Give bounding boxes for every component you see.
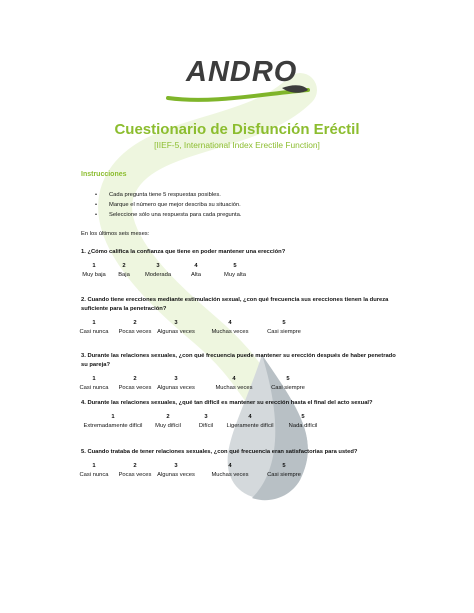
q1-option-1-number[interactable]: 1 (92, 263, 96, 269)
q3-option-2-number[interactable]: 2 (133, 376, 137, 382)
q5-option-1-number[interactable]: 1 (92, 463, 96, 469)
q1-option-5-label: Muy alta (224, 272, 246, 278)
instructions-heading: Instrucciones (81, 171, 127, 178)
q3-option-3-number[interactable]: 3 (174, 376, 178, 382)
q4-option-4-number[interactable]: 4 (248, 414, 252, 420)
instructions-list (95, 190, 241, 220)
q2-option-3-number[interactable]: 3 (174, 320, 178, 326)
q4-option-1-number[interactable]: 1 (111, 414, 115, 420)
q1-option-4-label: Alta (191, 272, 201, 278)
q4-option-2-number[interactable]: 2 (166, 414, 170, 420)
q5-option-5-number[interactable]: 5 (282, 463, 286, 469)
q1-option-3-number[interactable]: 3 (156, 263, 160, 269)
q3-option-5-number[interactable]: 5 (286, 376, 290, 382)
q2-option-4-number[interactable]: 4 (228, 320, 232, 326)
q5-option-1-label: Casi nunca (79, 472, 109, 478)
instruction-item: • Seleccione sólo una respuesta para cada pregunta. (95, 210, 241, 220)
q1-option-2-label: Baja (118, 272, 130, 278)
q5-option-2-number[interactable]: 2 (133, 463, 137, 469)
q3-option-3-label: Algunas veces (157, 385, 195, 391)
q3-option-4-label: Muchas veces (215, 385, 253, 391)
q3-option-5-label: Casi siempre (271, 385, 305, 391)
period-label: En los últimos seis meses: (81, 231, 150, 237)
q3-option-4-number[interactable]: 4 (232, 376, 236, 382)
q4-option-3-label: Difícil (198, 423, 214, 429)
question-5-text: 5. Cuando trataba de tener relaciones sexuales, ¿con qué frecuencia eran satisfactorias para usted? (81, 449, 358, 455)
q2-option-2-number[interactable]: 2 (133, 320, 137, 326)
q3-option-1-label: Casi nunca (79, 385, 109, 391)
q5-option-3-number[interactable]: 3 (174, 463, 178, 469)
q4-option-5-label: Nada difícil (288, 423, 318, 429)
q4-option-5-number[interactable]: 5 (301, 414, 305, 420)
q5-option-2-label: Pocas veces (118, 472, 152, 478)
question-1-text: 1. ¿Cómo califica la confianza que tiene en poder mantener una erección? (81, 249, 286, 255)
instruction-item: • Marque el número que mejor describa su situación. (95, 200, 241, 210)
q5-option-5-label: Casi siempre (267, 472, 301, 478)
q2-option-2-label: Pocas veces (118, 329, 152, 335)
q1-option-5-number[interactable]: 5 (233, 263, 237, 269)
q2-option-4-label: Muchas veces (211, 329, 249, 335)
andro-logo-text: ANDRO (186, 56, 298, 88)
q1-option-2-number[interactable]: 2 (122, 263, 126, 269)
q5-option-3-label: Algunas veces (157, 472, 195, 478)
q4-option-4-label: Ligeramente difícil (226, 423, 274, 429)
q4-option-2-label: Muy difícil (155, 423, 181, 429)
page-title: Cuestionario de Disfunción Eréctil (114, 121, 360, 138)
q5-option-4-number[interactable]: 4 (228, 463, 232, 469)
q4-option-1-label: Extremadamente difícil (83, 423, 143, 429)
q2-option-3-label: Algunas veces (157, 329, 195, 335)
question-3-text: 3. Durante las relaciones sexuales, ¿con qué frecuencia puede mantener su erección después de haber penetrado su pareja? (81, 353, 396, 368)
instruction-item: • Cada pregunta tiene 5 respuestas posibles. (95, 190, 241, 200)
q1-option-3-label: Moderada (144, 272, 172, 278)
q2-option-1-label: Casi nunca (79, 329, 109, 335)
q2-option-5-label: Casi siempre (267, 329, 301, 335)
q1-option-4-number[interactable]: 4 (194, 263, 198, 269)
q2-option-5-number[interactable]: 5 (282, 320, 286, 326)
q2-option-1-number[interactable]: 1 (92, 320, 96, 326)
q1-option-1-label: Muy baja (82, 272, 106, 278)
q4-option-3-number[interactable]: 3 (204, 414, 208, 420)
q3-option-2-label: Pocas veces (118, 385, 152, 391)
question-2-text: 2. Cuando tiene erecciones mediante estimulación sexual, ¿con qué frecuencia sus erecciones tienen la dureza suficiente para la penetración? (81, 297, 389, 312)
q3-option-1-number[interactable]: 1 (92, 376, 96, 382)
q5-option-4-label: Muchas veces (211, 472, 249, 478)
question-4-text: 4. Durante las relaciones sexuales, ¿qué tan difícil es mantener su erección hasta el final del acto sexual? (81, 400, 373, 406)
page-subtitle: [IIEF-5, International Index Erectile Function] (154, 140, 320, 150)
